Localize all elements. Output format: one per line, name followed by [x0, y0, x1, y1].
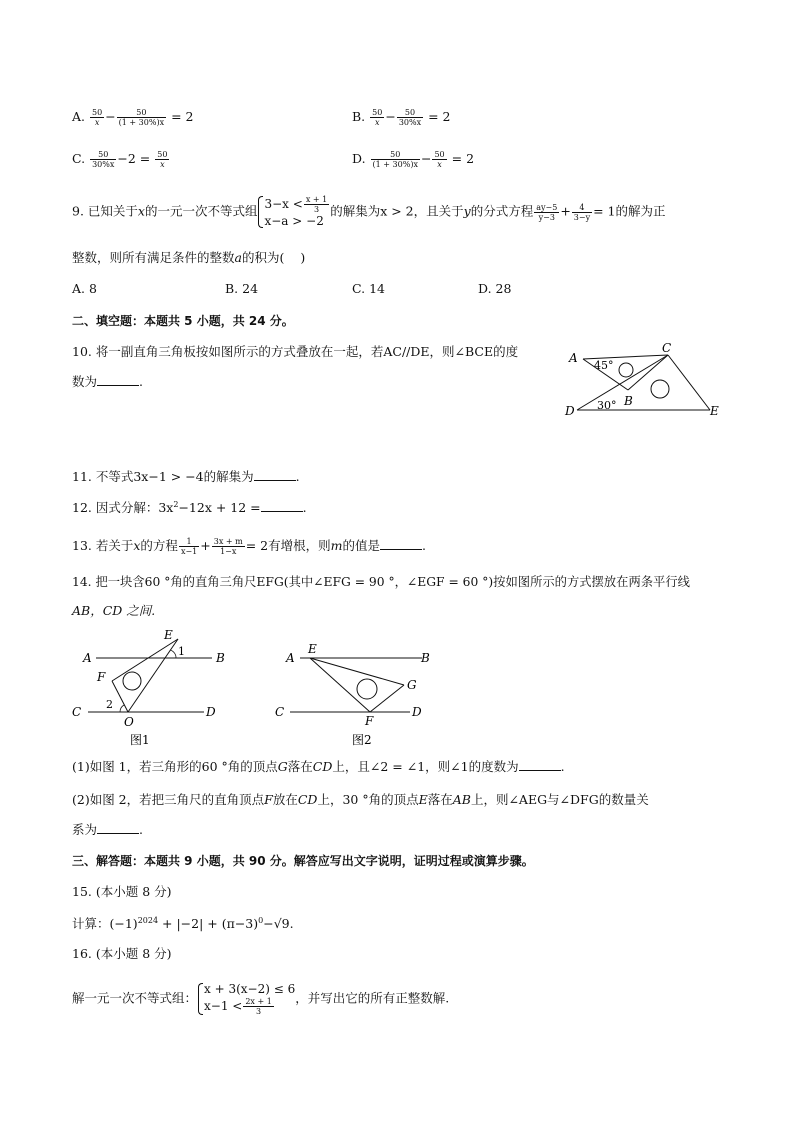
q12-stem: 12. 因式分解：$3x^2-12x + 12$ = .: [72, 499, 307, 515]
q14-fig2-label-C: C: [275, 705, 285, 719]
q9-stem-line2: 整数，则所有满足条件的整数a的积为( ): [72, 250, 306, 265]
q14-fig1-label-F: F: [97, 670, 106, 684]
q14-fig2-label-A: A: [286, 651, 295, 665]
q10-label-D: D: [565, 404, 575, 418]
q14-part-1: (1)如图 1，若三角形的60 °角的顶点G落在CD上，且∠2 = ∠1，则∠1的度数为 .: [72, 759, 565, 774]
q14-fig2-label-G: G: [407, 678, 417, 692]
q9-option-d: D. 28: [478, 281, 512, 296]
q14-fig2-label-B: B: [421, 651, 430, 665]
q14-part-2-line1: (2)如图 2，若把三角尺的直角顶点F放在CD上，30 °角的顶点E落在AB上，则∠AEG与∠DFG的数量关: [72, 792, 649, 807]
q10-label-B: B: [624, 394, 633, 408]
q14-figure-1: [68, 626, 228, 750]
q10-stem-line1: 10. 将一副直角三角板按如图所示的方式叠放在一起，若AC//DE，则∠BCE的度: [72, 344, 519, 359]
q14-fig1-angle-1: 1: [178, 645, 185, 658]
q9-inequality-system: 3−x < $\frac{x + 1}{3}$ x−a > −2: [257, 195, 330, 229]
q14-fig1-caption: 图1: [130, 733, 150, 747]
q8-option-b: B. $\frac{50}{x}$ − $\frac{50}{30\%x}$ = 2: [352, 108, 451, 127]
q12-answer-blank: [261, 500, 303, 512]
q14-fig2-label-E: E: [308, 642, 317, 656]
q10-angle-30: 30°: [597, 399, 617, 412]
q14-part1-answer-blank: [519, 759, 561, 771]
section-3-heading: 三、解答题：本题共 9 小题，共 90 分。解答应写出文字说明，证明过程或演算步骤。: [72, 854, 534, 868]
q10-label-A: A: [569, 351, 578, 365]
q11-stem: 11. 不等式3x−1 > −4的解集为 .: [72, 469, 300, 484]
q10-stem-line2: 数为 .: [72, 374, 143, 389]
q14-fig1-label-E: E: [164, 628, 173, 642]
q15-heading: 15. (本小题 8 分): [72, 884, 172, 899]
q14-fig2-hole: [357, 679, 377, 699]
q8-option-d: D. $\frac{50}{(1 + 30\%)x}$ − $\frac{50}{x}$ = 2: [352, 150, 475, 169]
q13-stem: 13. 若关于x的方程 $\frac{1}{x-1}$ + $\frac{3x + m}{1-x}$ = 2有增根，则m的值是 .: [72, 537, 426, 556]
q10-answer-blank: [97, 374, 139, 386]
q8-option-a: A. $\frac{50}{x}$ − $\frac{50}{(1 + 30\%)x}$ = 2: [72, 108, 194, 127]
q9-option-c: C. 14: [352, 281, 385, 296]
q10-label-E: E: [710, 404, 719, 418]
section-2-heading: 二、填空题：本题共 5 小题，共 24 分。: [72, 314, 294, 328]
q14-part-2-line2: 系为 .: [72, 822, 143, 837]
q14-part2-answer-blank: [97, 822, 139, 834]
q16-heading: 16. (本小题 8 分): [72, 946, 172, 961]
q14-fig1-label-D: D: [206, 705, 216, 719]
q14-fig2-label-D: D: [412, 705, 422, 719]
q14-stem-line2: AB，CD 之间.: [72, 603, 156, 618]
q14-fig1-angle-2: 2: [106, 698, 113, 711]
q10-angle-45: 45°: [594, 359, 614, 372]
q14-fig2-label-F: F: [365, 714, 374, 728]
q9-option-a: A. 8: [72, 281, 97, 296]
q10-figure: [560, 338, 730, 422]
q16-stem: 解一元一次不等式组： x + 3(x−2) ≤ 6 x−1 < $\frac{2x + 1}{3}$ ，并写出它的所有正整数解.: [72, 982, 450, 1016]
q15-expression: 计算：$(-1)^{2024} + |-2| + (\pi-3)^0-√9$.: [72, 915, 294, 931]
q11-answer-blank: [254, 469, 296, 481]
q14-fig2-caption: 图2: [352, 733, 372, 747]
q14-figure-2: [270, 626, 440, 750]
q9-stem-line1: 9. 已知关于x的一元一次不等式组 3−x < $\frac{x + 1}{3}$ x−a > −2 的解集为x > 2，且关于y的分式方程 $\frac{ay-5}{y-3}$ + $\frac{4}{3-y}$ = 1的解为正: [72, 195, 666, 228]
q10-triangle-hole-1: [619, 363, 633, 377]
q14-stem-line1: 14. 把一块含60 °角的直角三角尺EFG(其中∠EFG = 90 °，∠EGF = 60 °)按如图所示的方式摆放在两条平行线: [72, 575, 690, 589]
q10-triangle-hole-2: [651, 380, 669, 398]
q14-fig1-label-O: O: [124, 715, 134, 729]
q10-label-C: C: [662, 341, 672, 355]
q14-fig1-hole: [123, 672, 141, 690]
q9-option-b: B. 24: [225, 281, 259, 296]
q14-fig1-label-C: C: [72, 705, 82, 719]
q14-fig1-label-A: A: [83, 651, 92, 665]
q13-answer-blank: [380, 538, 422, 550]
q8-option-c: C. $\frac{50}{30\%x}$ −2 = $\frac{50}{x}$: [72, 150, 168, 169]
q14-fig1-label-B: B: [216, 651, 225, 665]
q16-inequality-system: x + 3(x−2) ≤ 6 x−1 < $\frac{2x + 1}{3}$: [197, 982, 295, 1016]
